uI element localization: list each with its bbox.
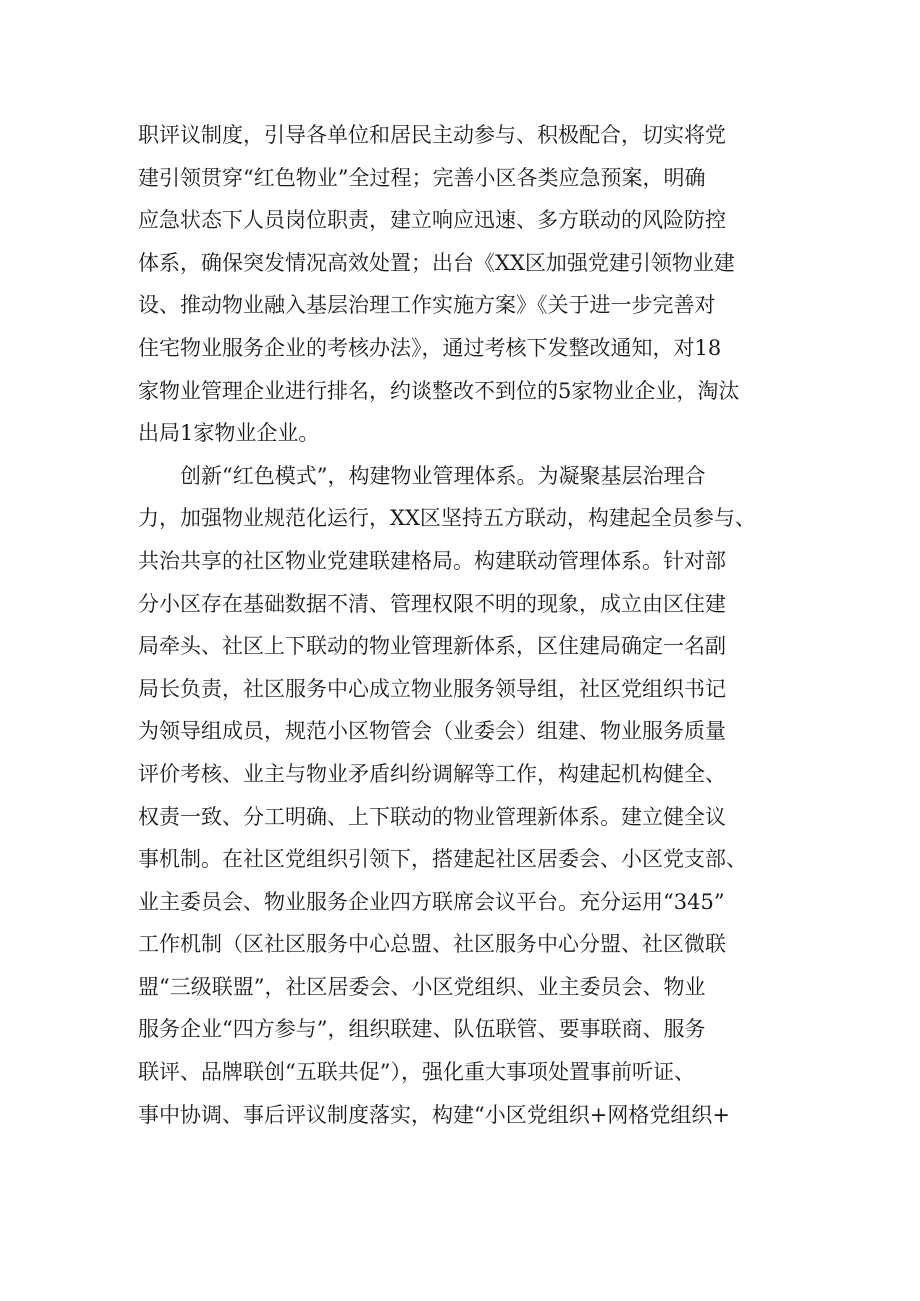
text-line: 事中协调、事后评议制度落实，构建“小区党组织+网格党组织+ [138,1102,730,1127]
text-line: 共治共享的社区物业党建联建格局。构建联动管理体系。针对部 [138,548,726,573]
text-line: 局牵头、社区上下联动的物业管理新体系，区住建局确定一名副 [138,634,726,659]
text-line: 为领导组成员，规范小区物管会（业委会）组建、物业服务质量 [138,719,726,744]
text-line: 住宅物业服务企业的考核办法》，通过考核下发整改通知，对18 [138,335,722,360]
text-line: 出局1家物业企业。 [138,421,320,446]
text-line: 应急状态下人员岗位职责，建立响应迅速、多方联动的风险防控 [138,208,726,233]
text-line: 力，加强物业规范化运行，XX区坚持五方联动，构建起全员参与、 [138,506,756,531]
text-line: 联评、品牌联创“五联共促”），强化重大事项处置事前听证、 [138,1060,695,1085]
text-line: 业主委员会、物业服务企业四方联席会议平台。充分运用“345” [138,889,725,914]
text-line: 盟“三级联盟”，社区居委会、小区党组织、业主委员会、物业 [138,974,706,999]
text-line: 设、推动物业融入基层治理工作实施方案》《关于进一步完善对 [138,293,716,318]
text-line: 分小区存在基础数据不清、管理权限不明的现象，成立由区住建 [138,591,726,616]
text-line: 局长负责，社区服务中心成立物业服务领导组，社区党组织书记 [138,676,726,701]
text-line: 职评议制度，引导各单位和居民主动参与、积极配合，切实将党 [138,123,726,147]
text-line: 体系，确保突发情况高效处置；出台《XX区加强党建引领物业建 [138,250,735,275]
text-line: 家物业管理企业进行排名，约谈整改不到位的5家物业企业，淘汰 [138,378,740,403]
body-text [138,114,798,1136]
text-line: 工作机制（区社区服务中心总盟、社区服务中心分盟、社区微联 [138,932,726,957]
text-line: 权责一致、分工明确、上下联动的物业管理新体系。建立健全议 [138,804,726,829]
text-line: 服务企业“四方参与”，组织联建、队伍联管、要事联商、服务 [138,1017,706,1042]
text-line: 建引领贯穿“红色物业”全过程；完善小区各类应急预案，明确 [138,165,706,190]
text-line: 创新“红色模式”，构建物业管理体系。为凝聚基层治理合 [138,463,706,488]
text-line: 评价考核、业主与物业矛盾纠纷调解等工作，构建起机构健全、 [138,761,726,786]
text-line: 事机制。在社区党组织引领下，搭建起社区居委会、小区党支部、 [138,847,747,872]
